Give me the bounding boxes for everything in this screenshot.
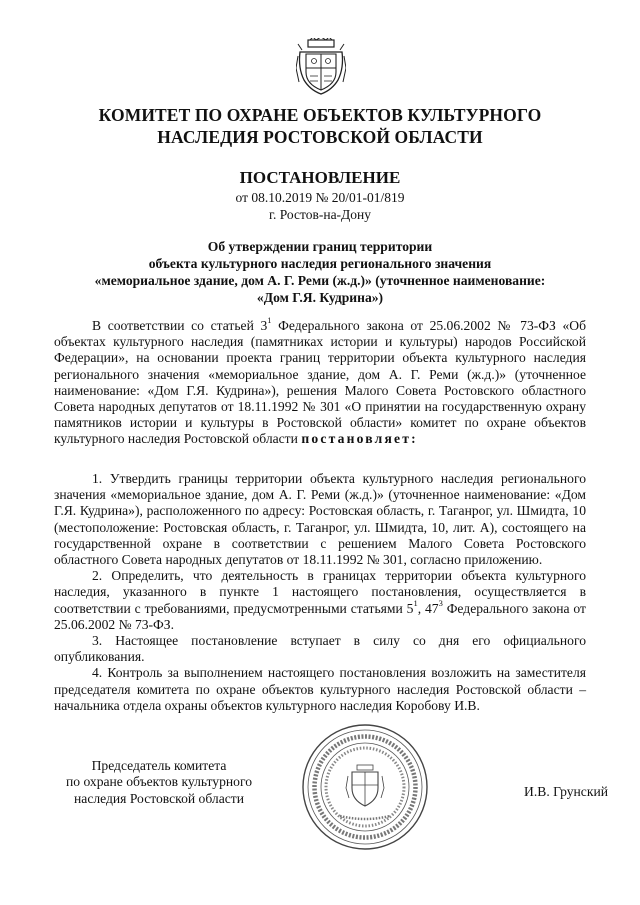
coat-of-arms-icon bbox=[296, 38, 346, 96]
document-meta bbox=[0, 189, 640, 223]
preamble-text-2: Федерального закона от 25.06.2002 № 73-ФЗ «Об объектах культурного наследия (памятниках истории и культуры) народов Российской Федерации», на основании проекта границ территории объекта культурного наследия регионального значения «мемориальное здание, дом А. Г. Реми (ж.д.)» (уточненное наименование: «Дом Г.Я. Кудрина»), решения Малого Совета Ростовского областного Совета народных депутатов от 18.11.1992 № 301 «О принятии на государственную охрану памятников истории и культуры в Ростовской области» комитет по охране объектов культурного наследия Ростовской области bbox=[54, 318, 586, 447]
item-2-text-2: , 47 bbox=[417, 600, 439, 616]
resolves-word: постановляет: bbox=[301, 431, 418, 447]
preamble-superscript: 1 bbox=[267, 315, 272, 326]
org-line-2: НАСЛЕДИЯ РОСТОВСКОЙ ОБЛАСТИ bbox=[157, 127, 483, 147]
preamble-text-1: В соответствии со статьей 3 bbox=[92, 318, 268, 333]
item-2-superscript-1: 1 bbox=[413, 598, 418, 609]
subject-line-3: «мемориальное здание, дом А. Г. Реми (ж.д.)» (уточненное наименование: bbox=[94, 273, 546, 288]
item-4: 4. Контроль за выполнением настоящего постановления возложить на заместителя председателя комитета по охране объектов культурного наследия Ростовской области – начальника отдела охраны объектов культурного наследия Коробову И.В. bbox=[54, 665, 586, 713]
document-subject bbox=[60, 238, 580, 306]
item-1: 1. Утвердить границы территории объекта культурного наследия регионального значения «мемориальное здание, дом А. Г. Реми (ж.д.)» (уточненное наименование: «Дом Г.Я. Кудрина»), расположенного по адресу: Ростовская область, г. Таганрог, ул. Шмидта, 10 (местоположение: Ростовская область, г. Таганрог, ул. Шмидта, 10, лит. А), состоящего на государственной охране в соответствии с решением Малого Совета Ростовского областного Совета народных депутатов от 18.11.1992 № 301, согласно приложению. bbox=[54, 471, 586, 568]
preamble bbox=[54, 315, 586, 448]
signatory-title-line-3: наследия Ростовской области bbox=[74, 790, 244, 806]
document-date-number: от 08.10.2019 № 20/01-01/819 bbox=[235, 190, 405, 205]
subject-line-2: объекта культурного наследия регионального значения bbox=[148, 256, 492, 271]
resolution-items bbox=[54, 471, 586, 714]
item-2-superscript-2: 3 bbox=[438, 598, 443, 609]
org-line-1: КОМИТЕТ ПО ОХРАНЕ ОБЪЕКТОВ КУЛЬТУРНОГО bbox=[98, 105, 542, 125]
document-city: г. Ростов-на-Дону bbox=[268, 207, 371, 222]
organization-name bbox=[90, 104, 550, 148]
subject-line-1: Об утверждении границ территории bbox=[207, 239, 433, 254]
official-seal-icon bbox=[300, 722, 430, 852]
subject-line-4: «Дом Г.Я. Кудрина») bbox=[256, 290, 384, 305]
signatory-title-line-1: Председатель комитета bbox=[91, 758, 227, 773]
item-2-text-3: Федерального закона от 25.06.2002 № 73-ФЗ. bbox=[54, 600, 586, 632]
signatory-title bbox=[54, 758, 264, 807]
signatory-title-line-2: по охране объектов культурного bbox=[65, 774, 253, 790]
signatory-name: И.В. Грунский bbox=[524, 784, 608, 799]
item-2 bbox=[54, 568, 586, 633]
document-type: ПОСТАНОВЛЕНИЕ bbox=[239, 168, 401, 187]
item-2-text-1: 2. Определить, что деятельность в границах территории объекта культурного наследия, указанного в пункте 1 настоящего постановления, осуществляется в соответствии с требованиями, предусмотренными статьями 5 bbox=[54, 568, 586, 616]
item-3: 3. Настоящее постановление вступает в силу со дня его официального опубликования. bbox=[54, 633, 586, 665]
preamble-paragraph bbox=[54, 315, 586, 448]
